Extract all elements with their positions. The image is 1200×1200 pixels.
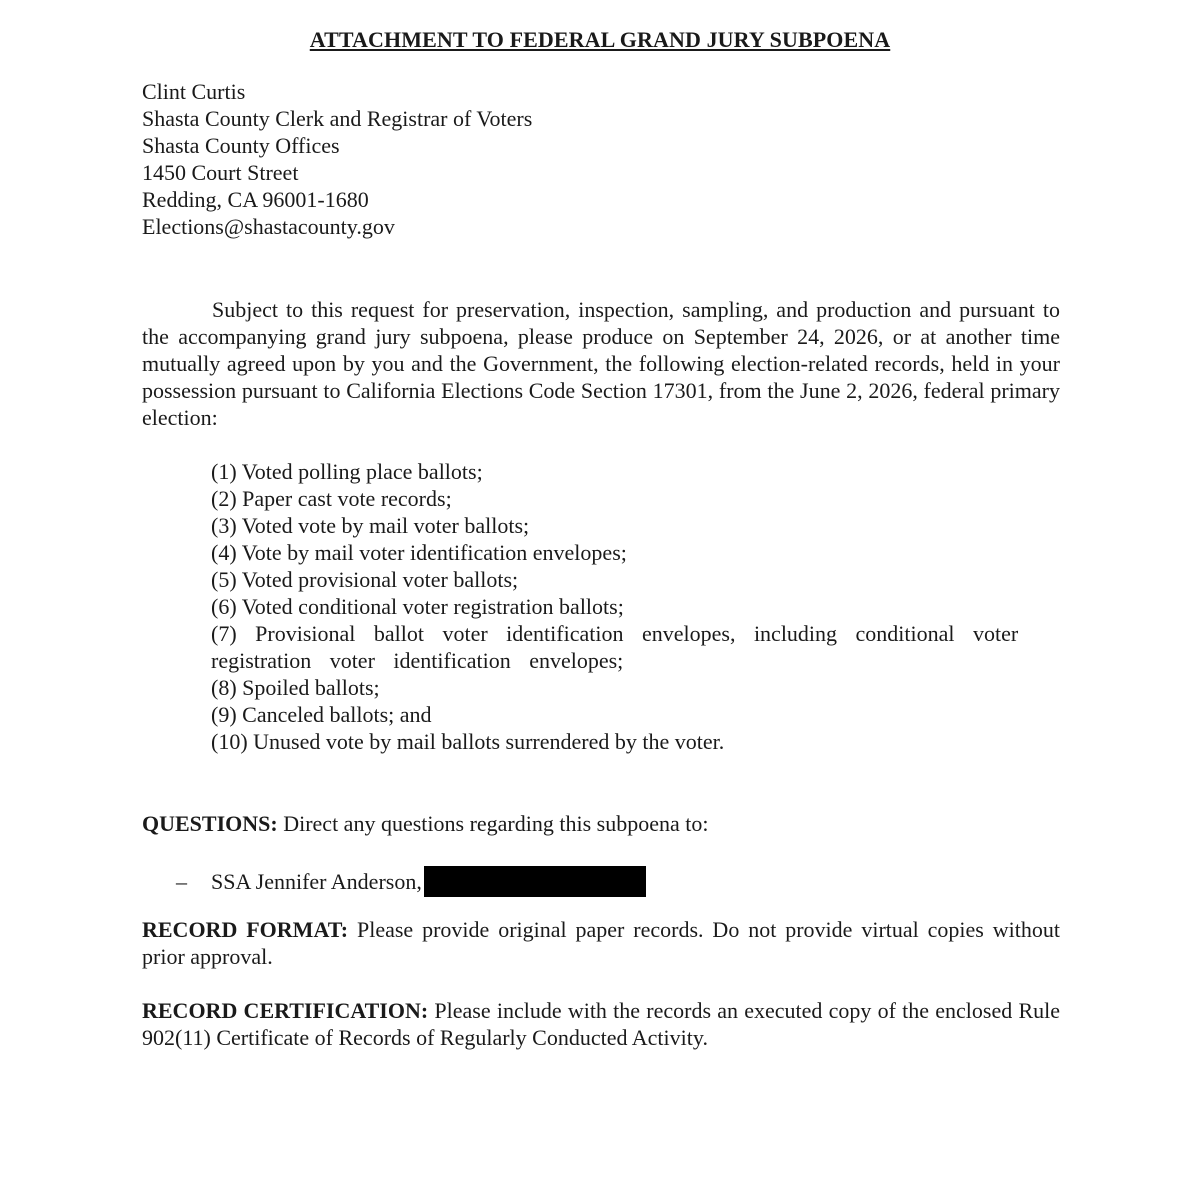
- intro-paragraph: Subject to this request for preservation, inspection, sampling, and production and pursuant to the accompanying grand jury subpoena, please produce on September 24, 2026, or at another time mutually agreed upon by you and the Government, the following election-related records, held in your possession pursuant to California Elections Code Section 17301, from the June 2, 2026, federal primary election:: [142, 297, 1060, 430]
- recipient-city: Redding, CA 96001-1680: [142, 187, 369, 212]
- list-item: (5) Voted provisional voter ballots;: [211, 567, 519, 592]
- list-item: (2) Paper cast vote records;: [211, 486, 452, 511]
- document-title: ATTACHMENT TO FEDERAL GRAND JURY SUBPOENA: [309, 27, 891, 52]
- recipient-email: Elections@shastacounty.gov: [142, 214, 395, 239]
- recipient-street: 1450 Court Street: [142, 160, 299, 185]
- questions-label: QUESTIONS:: [142, 811, 278, 836]
- list-item: (6) Voted conditional voter registration ballots;: [211, 594, 624, 619]
- recipient-address-block: [142, 78, 532, 240]
- recipient-office: Shasta County Clerk and Registrar of Voters: [142, 106, 533, 131]
- record-format-label: RECORD FORMAT:: [142, 917, 349, 942]
- redaction-block: [424, 866, 646, 897]
- record-certification-label: RECORD CERTIFICATION:: [142, 998, 429, 1023]
- dash-bullet: –: [176, 869, 187, 894]
- recipient-building: Shasta County Offices: [142, 133, 340, 158]
- list-item: (7) Provisional ballot voter identification envelopes, including conditional voter registration voter identification envelopes;: [211, 621, 1019, 673]
- list-item: (9) Canceled ballots; and: [211, 702, 432, 727]
- record-certification-text: Please include with the records an executed copy of the enclosed Rule 902(11) Certificate of Records of Regularly Conducted Activity.: [142, 998, 1060, 1050]
- contact-line: [176, 866, 646, 897]
- list-item: (10) Unused vote by mail ballots surrendered by the voter.: [211, 729, 725, 754]
- list-item: (4) Vote by mail voter identification envelopes;: [211, 540, 627, 565]
- record-format-text: Please provide original paper records. Do not provide virtual copies without prior approval.: [142, 917, 1060, 969]
- contact-name: SSA Jennifer Anderson,: [211, 869, 422, 894]
- recipient-name: Clint Curtis: [142, 79, 246, 104]
- list-item: (1) Voted polling place ballots;: [211, 459, 483, 484]
- record-format-section: [142, 916, 1060, 970]
- list-item: (8) Spoiled ballots;: [211, 675, 380, 700]
- list-item: (3) Voted vote by mail voter ballots;: [211, 513, 530, 538]
- records-list: [211, 458, 1060, 755]
- questions-text: Direct any questions regarding this subpoena to:: [277, 811, 709, 836]
- questions-section: [142, 810, 708, 837]
- record-certification-section: [142, 997, 1060, 1051]
